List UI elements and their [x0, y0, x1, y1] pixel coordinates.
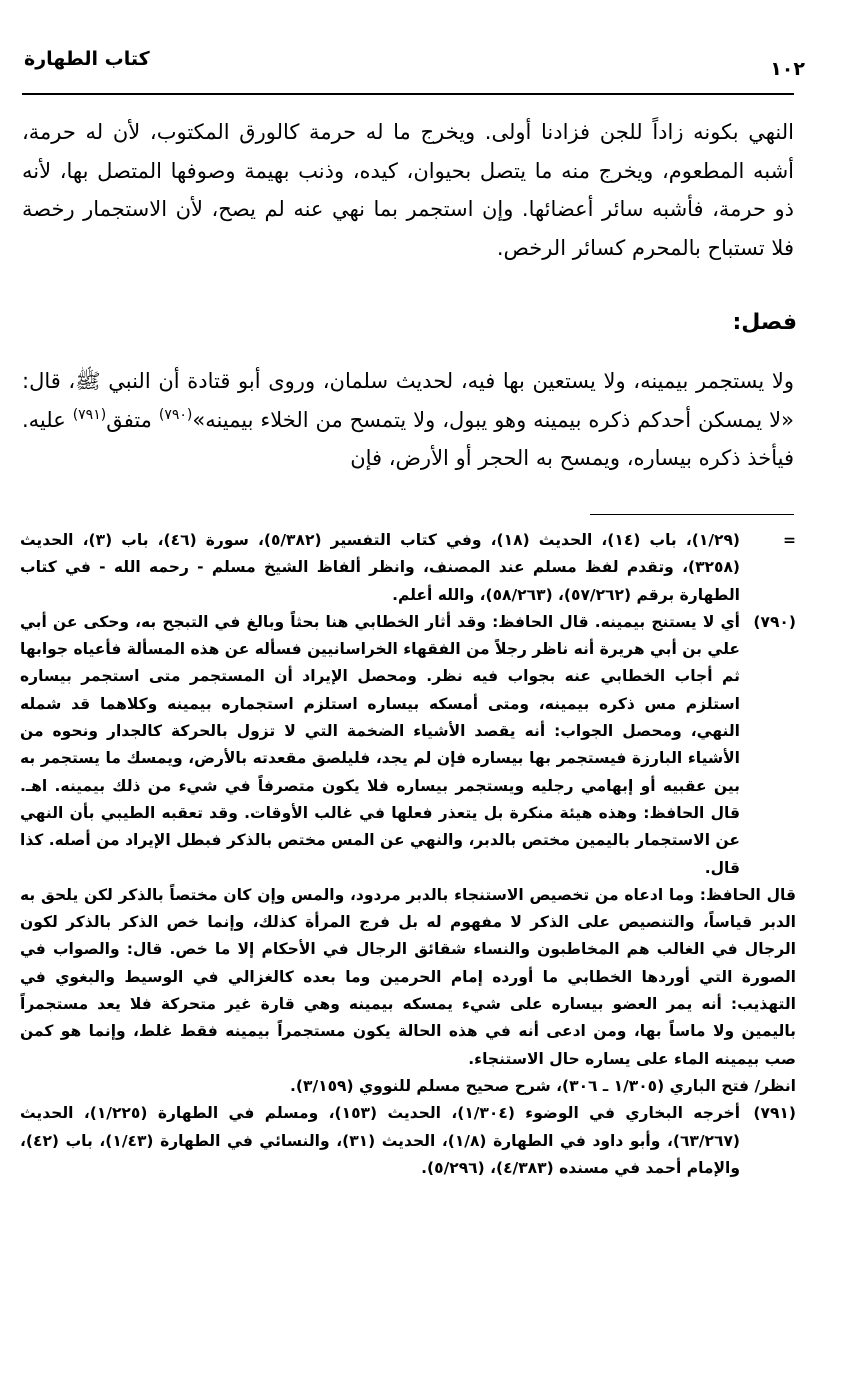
- body-paragraph-1: النهي بكونه زاداً للجن فزادنا أولى. ويخرج ما له حرمة كالورق المكتوب، لأن له حرمة، أشبه المطعوم، ويخرج منه ما يتصل بحيوان، كيده، وذنب بهيمة وصوفها المتصل بها، لأنه ذو حرمة، فأشبه سائر أعضائها. وإن استجمر بما نهي عنه لم يصح، لأن الاستجمار رخصة فلا تستباح بالمحرم كسائر الرخص.: [22, 120, 794, 260]
- footnote-divider: [590, 514, 794, 515]
- footnote-ref-790[interactable]: (٧٩٠): [158, 406, 193, 423]
- running-header-title: كتاب الطهارة: [24, 48, 150, 70]
- body-paragraph-2: [22, 362, 794, 478]
- section-heading: فصل:: [732, 310, 797, 335]
- footnote-791-text: أخرجه البخاري في الوضوء (١/٣٠٤)، الحديث (١٥٣)، ومسلم في الطهارة (١/٢٢٥)، الحديث (٦٣/٢٦٧)، وأبو داود في الطهارة (١/٨)، الحديث (٣١)، والنسائي في الطهارة (١/٤٣)، باب (٤٢)، والإمام أحمد في مسنده (٤/٣٨٣)، (٥/٢٩٦).: [20, 1104, 741, 1177]
- paragraph-2-part-c: عليه. فيأخذ ذكره بيساره، ويمسح به الحجر أو الأرض، فإن: [22, 407, 794, 470]
- footnote-continued-text: (١/٢٩)، باب (١٤)، الحديث (١٨)، وفي كتاب التفسير (٥/٣٨٢)، سورة (٤٦)، باب (٣)، الحديث (٣٢٥٨)، وتقدم لفظ مسلم عند المصنف، وانظر ألفاظ الشيخ مسلم - رحمه الله - في كتاب الطهارة برقم (٥٧/٢٦٢)، (٥٨/٢٦٣)، والله أعلم.: [20, 531, 741, 604]
- footnotes-section: [20, 527, 796, 1182]
- page-number: ١٠٢: [770, 58, 805, 80]
- footnote-continued: [20, 527, 796, 609]
- footnote-790: [20, 609, 796, 882]
- footnote-790-number: (٧٩٠): [753, 612, 796, 631]
- paragraph-2-part-b: متفق: [106, 407, 159, 432]
- footnote-791-number: (٧٩١): [753, 1104, 796, 1123]
- footnote-790-text-part-2: قال الحافظ: وما ادعاه من تخصيص الاستنجاء بالدبر مردود، والمس وإن كان مختصاً بالذكر لكن يلحق به الدبر قياساً، والتنصيص على الذكر لا مفهوم له بل فرج المرأة كذلك، وإنما خص الذكر بالذكر لكون الرجال في الغالب هم المخاطبون والنساء شقائق الرجال في الأحكام إلا ما خص. قال: والصواب في الصورة التي أوردها الخطابي ما أورده إمام الحرمين وما بعده كالغزالي في الوسيط والبغوي في التهذيب: أنه يمر العضو بيساره على شيء يمسكه بيمينه وهي قارة غير متحركة فلا يعد مستجمراً باليمين ولا ماساً بها، ومن ادعى أنه في هذه الحالة يكون مستجمراً بيمينه فقط غلط، وإنما هو كمن صب بيمينه الماء على يساره حال الاستنجاء.: [20, 885, 796, 1068]
- footnote-790-text: أي لا يستنج بيمينه. قال الحافظ: وقد أثار الخطابي هنا بحثاً وبالغ في التبجح به، وحكى عن أبي علي بن أبي هريرة أنه ناظر رجلاً من الفقهاء الخراسانيين فسأله عن هذه المسألة فأعياه جوابها ثم أجاب الخطابي عنه بجواب فيه نظر. ومحصل الإيراد أن المستجمر متى استجمر بيساره استلزم مس ذكره بيمينه، ومتى أمسكه بيساره استلزم استجماره بيمينه وكلاهما قد شمله النهي، ومحصل الجواب: أنه يقصد الأشياء الضخمة التي لا تزول بالحركة كالجدار ونحوه من الأشياء البارزة فيستجمر بها بيساره فإن لم يجد، فليلصق مقعدته بالأرض، ويمسك ما يستجمر به بين عقبيه أو إبهامي رجليه ويستجمر بيساره فلا يكون متصرفاً في شيء من ذلك بيمينه. اهـ. قال الحافظ: وهذه هيئة منكرة بل يتعذر فعلها في غالب الأوقات. وقد تعقبه الطيبي بأن النهي عن الاستجمار باليمين مختص بالدبر، والنهي عن المس مختص بالذكر فبطل الإيراد من أصله. كذا قال.: [20, 612, 740, 877]
- footnote-ref-791[interactable]: (٧٩١): [72, 406, 107, 423]
- paragraph-2-part-a: ولا يستجمر بيمينه، ولا يستعين بها فيه، لحديث سلمان، وروى أبو قتادة أن النبي ﷺ، قال: «لا يمسكن أحدكم ذكره بيمينه وهو يبول، ولا يتمسح من الخلاء بيمينه»: [22, 369, 795, 432]
- footnote-790-sources: انظر/ فتح الباري (١/٣٠٥ ـ ٣٠٦)، شرح صحيح مسلم للنووي (٣/١٥٩).: [290, 1076, 796, 1095]
- footnote-continuation-marker: =: [783, 531, 796, 549]
- header-divider: [22, 93, 794, 95]
- footnote-791: [20, 1100, 796, 1182]
